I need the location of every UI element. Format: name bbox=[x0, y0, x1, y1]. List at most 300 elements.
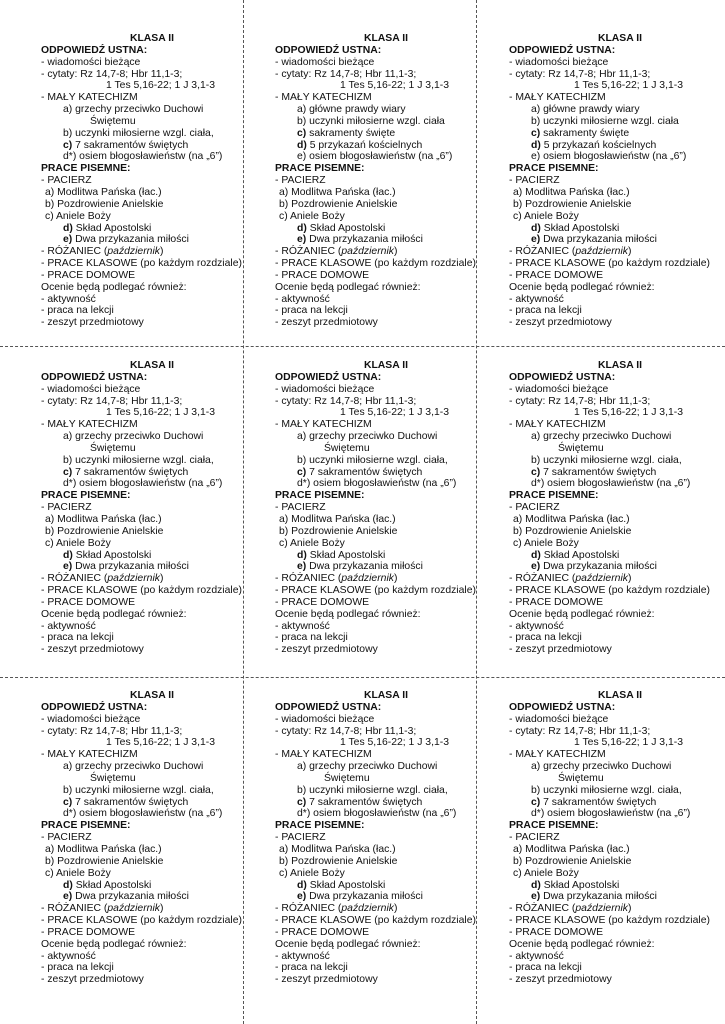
catechism-c bbox=[275, 797, 497, 809]
prayer-d-letter: d) bbox=[297, 549, 307, 561]
notebook-item: - zeszyt przedmiotowy bbox=[275, 644, 378, 656]
rosary-suffix: ) bbox=[159, 903, 164, 915]
prayer-d-text: Skład Apostolski bbox=[72, 222, 152, 234]
oral-quotes-line-2: 1 Tes 5,16-22; 1 J 3,1-3 bbox=[574, 407, 683, 419]
prayer-c: c) Aniele Boży bbox=[279, 537, 345, 549]
activity-item: - aktywność bbox=[275, 620, 330, 632]
catechism-d-letter: d) bbox=[531, 139, 541, 151]
homework-item: - PRACE DOMOWE bbox=[509, 926, 604, 938]
catechism-d: d*) osiem błogosławieństw (na „6”) bbox=[531, 808, 691, 820]
oral-quotes-line-2: 1 Tes 5,16-22; 1 J 3,1-3 bbox=[340, 737, 449, 749]
notebook-item: - zeszyt przedmiotowy bbox=[509, 974, 612, 986]
prayer-d-text: Skład Apostolski bbox=[306, 879, 386, 891]
catechism-a-cont: Świętemu bbox=[558, 442, 604, 454]
card-title: KLASA II bbox=[129, 33, 175, 44]
catechism-a-cont: Świętemu bbox=[90, 772, 136, 784]
oral-current-item: - wiadomości bieżące bbox=[509, 383, 609, 395]
written-heading: PRACE PISEMNE: bbox=[509, 820, 599, 832]
activity-item: - aktywność bbox=[41, 293, 96, 305]
lesson-work-item: - praca na lekcji bbox=[275, 962, 348, 974]
homework-item: - PRACE DOMOWE bbox=[41, 926, 136, 938]
card-title: KLASA II bbox=[363, 690, 409, 701]
rosary-month: październik bbox=[575, 903, 628, 915]
prayer-a: a) Modlitwa Pańska (łac.) bbox=[279, 186, 396, 198]
activity-item: - aktywność bbox=[41, 950, 96, 962]
prayer-a: a) Modlitwa Pańska (łac.) bbox=[45, 186, 162, 198]
oral-heading: ODPOWIEDŹ USTNA: bbox=[509, 701, 616, 713]
notebook-item: - zeszyt przedmiotowy bbox=[41, 317, 144, 329]
written-heading: PRACE PISEMNE: bbox=[275, 820, 365, 832]
prayer-item: - PACIERZ bbox=[509, 502, 560, 514]
rosary-item bbox=[275, 246, 497, 258]
oral-heading: ODPOWIEDŹ USTNA: bbox=[275, 44, 382, 56]
catechism-b: b) uczynki miłosierne wzgl. ciała, bbox=[297, 454, 448, 466]
lesson-work-item: - praca na lekcji bbox=[41, 305, 114, 317]
written-heading: PRACE PISEMNE: bbox=[41, 163, 131, 175]
activity-item: - aktywność bbox=[509, 293, 564, 305]
rosary-suffix: ) bbox=[627, 573, 632, 585]
catechism-c bbox=[275, 467, 497, 479]
prayer-d-text: Skład Apostolski bbox=[306, 549, 386, 561]
prayer-d-text: Skład Apostolski bbox=[540, 222, 620, 234]
catechism-c-letter: c) bbox=[297, 466, 307, 478]
class-tests-item: - PRACE KLASOWE (po każdym rozdziale) bbox=[509, 585, 710, 597]
prayer-e-letter: e) bbox=[297, 891, 307, 903]
activity-item: - aktywność bbox=[509, 950, 564, 962]
oral-quotes-line-1: - cytaty: Rz 14,7-8; Hbr 11,1-3; bbox=[41, 725, 183, 737]
catechism-a-cont: Świętemu bbox=[558, 772, 604, 784]
rosary-month: październik bbox=[575, 573, 628, 585]
homework-item: - PRACE DOMOWE bbox=[41, 596, 136, 608]
prayer-item: - PACIERZ bbox=[41, 502, 92, 514]
prayer-d-letter: d) bbox=[531, 879, 541, 891]
prayer-c: c) Aniele Boży bbox=[513, 867, 579, 879]
class-tests-item: - PRACE KLASOWE (po każdym rozdziale) bbox=[275, 915, 476, 927]
written-heading: PRACE PISEMNE: bbox=[41, 490, 131, 502]
rosary-item bbox=[509, 573, 725, 585]
prayer-e-letter: e) bbox=[63, 234, 73, 246]
rosary-suffix: ) bbox=[627, 246, 632, 258]
catechism-c-text: sakramenty święte bbox=[306, 127, 396, 139]
catechism-b: b) uczynki miłosierne wzgl. ciała, bbox=[63, 127, 214, 139]
rosary-item bbox=[41, 246, 263, 258]
prayer-d-text: Skład Apostolski bbox=[72, 879, 152, 891]
prayer-d bbox=[509, 880, 725, 892]
lesson-work-item: - praca na lekcji bbox=[41, 962, 114, 974]
homework-item: - PRACE DOMOWE bbox=[275, 269, 370, 281]
oral-heading: ODPOWIEDŹ USTNA: bbox=[41, 701, 148, 713]
oral-quotes-line-1: - cytaty: Rz 14,7-8; Hbr 11,1-3; bbox=[275, 68, 417, 80]
catechism-c-letter: c) bbox=[63, 466, 73, 478]
activity-item: - aktywność bbox=[275, 293, 330, 305]
prayer-d-text: Skład Apostolski bbox=[540, 879, 620, 891]
prayer-e bbox=[509, 561, 725, 573]
catechism-d: d*) osiem błogosławieństw (na „6”) bbox=[297, 808, 457, 820]
grading-card bbox=[41, 360, 263, 656]
prayer-e-letter: e) bbox=[531, 891, 541, 903]
catechism-c-letter: c) bbox=[531, 466, 541, 478]
prayer-a: a) Modlitwa Pańska (łac.) bbox=[513, 186, 630, 198]
catechism-a: a) główne prawdy wiary bbox=[531, 104, 640, 116]
class-tests-item: - PRACE KLASOWE (po każdym rozdziale) bbox=[275, 585, 476, 597]
catechism-e: e) osiem błogosławieństw (na „6”) bbox=[531, 151, 687, 163]
prayer-b: b) Pozdrowienie Anielskie bbox=[279, 198, 398, 210]
class-tests-item: - PRACE KLASOWE (po każdym rozdziale) bbox=[41, 915, 242, 927]
prayer-d-text: Skład Apostolski bbox=[540, 549, 620, 561]
catechism-item: - MAŁY KATECHIZM bbox=[41, 92, 138, 104]
oral-current-item: - wiadomości bieżące bbox=[509, 713, 609, 725]
prayer-d bbox=[41, 550, 263, 562]
prayer-e-letter: e) bbox=[63, 561, 73, 573]
prayer-e bbox=[275, 891, 497, 903]
prayer-item: - PACIERZ bbox=[41, 175, 92, 187]
prayer-e bbox=[275, 561, 497, 573]
lesson-work-item: - praca na lekcji bbox=[509, 632, 582, 644]
oral-current-item: - wiadomości bieżące bbox=[41, 383, 141, 395]
prayer-d-letter: d) bbox=[297, 222, 307, 234]
catechism-item: - MAŁY KATECHIZM bbox=[41, 749, 138, 761]
catechism-d bbox=[509, 140, 725, 152]
prayer-e-letter: e) bbox=[531, 234, 541, 246]
prayer-d bbox=[275, 880, 497, 892]
prayer-d bbox=[41, 880, 263, 892]
catechism-a: a) grzechy przeciwko Duchowi bbox=[63, 104, 204, 116]
grading-card bbox=[41, 690, 263, 986]
oral-current-item: - wiadomości bieżące bbox=[509, 56, 609, 68]
rosary-prefix: - RÓŻANIEC ( bbox=[509, 903, 576, 915]
homework-item: - PRACE DOMOWE bbox=[275, 926, 370, 938]
rosary-prefix: - RÓŻANIEC ( bbox=[41, 573, 108, 585]
catechism-a: a) grzechy przeciwko Duchowi bbox=[63, 431, 204, 443]
catechism-d: d*) osiem błogosławieństw (na „6”) bbox=[63, 808, 223, 820]
prayer-d bbox=[41, 223, 263, 235]
rosary-month: październik bbox=[341, 246, 394, 258]
written-heading: PRACE PISEMNE: bbox=[509, 490, 599, 502]
catechism-d: d*) osiem błogosławieństw (na „6”) bbox=[63, 478, 223, 490]
prayer-a: a) Modlitwa Pańska (łac.) bbox=[45, 513, 162, 525]
catechism-item: - MAŁY KATECHIZM bbox=[275, 419, 372, 431]
prayer-item: - PACIERZ bbox=[275, 175, 326, 187]
catechism-a: a) grzechy przeciwko Duchowi bbox=[531, 761, 672, 773]
prayer-b: b) Pozdrowienie Anielskie bbox=[45, 525, 164, 537]
homework-item: - PRACE DOMOWE bbox=[509, 269, 604, 281]
horizontal-cut-line-top bbox=[0, 346, 725, 347]
rosary-prefix: - RÓŻANIEC ( bbox=[275, 903, 342, 915]
rosary-month: październik bbox=[107, 903, 160, 915]
also-graded-heading: Ocenie będą podlegać również: bbox=[509, 608, 655, 620]
catechism-c-letter: c) bbox=[297, 796, 307, 808]
catechism-c-text: sakramenty święte bbox=[540, 127, 630, 139]
prayer-e-letter: e) bbox=[297, 234, 307, 246]
oral-heading: ODPOWIEDŹ USTNA: bbox=[41, 371, 148, 383]
class-tests-item: - PRACE KLASOWE (po każdym rozdziale) bbox=[41, 585, 242, 597]
prayer-c: c) Aniele Boży bbox=[45, 537, 111, 549]
notebook-item: - zeszyt przedmiotowy bbox=[509, 644, 612, 656]
oral-current-item: - wiadomości bieżące bbox=[275, 713, 375, 725]
catechism-c-text: 7 sakramentów świętych bbox=[540, 796, 657, 808]
prayer-c: c) Aniele Boży bbox=[279, 210, 345, 222]
oral-heading: ODPOWIEDŹ USTNA: bbox=[509, 44, 616, 56]
grading-card bbox=[509, 690, 725, 986]
prayer-e-text: Dwa przykazania miłości bbox=[540, 561, 657, 573]
catechism-a: a) grzechy przeciwko Duchowi bbox=[531, 431, 672, 443]
catechism-c-text: 7 sakramentów świętych bbox=[306, 796, 423, 808]
also-graded-heading: Ocenie będą podlegać również: bbox=[509, 938, 655, 950]
catechism-e: e) osiem błogosławieństw (na „6”) bbox=[297, 151, 453, 163]
catechism-c-letter: c) bbox=[531, 127, 541, 139]
prayer-e bbox=[41, 561, 263, 573]
prayer-e-text: Dwa przykazania miłości bbox=[306, 561, 423, 573]
notebook-item: - zeszyt przedmiotowy bbox=[41, 644, 144, 656]
prayer-b: b) Pozdrowienie Anielskie bbox=[513, 198, 632, 210]
card-title: KLASA II bbox=[129, 360, 175, 371]
also-graded-heading: Ocenie będą podlegać również: bbox=[41, 608, 187, 620]
prayer-item: - PACIERZ bbox=[509, 175, 560, 187]
oral-quotes-line-2: 1 Tes 5,16-22; 1 J 3,1-3 bbox=[106, 407, 215, 419]
prayer-e-text: Dwa przykazania miłości bbox=[72, 561, 189, 573]
rosary-month: październik bbox=[341, 573, 394, 585]
class-tests-item: - PRACE KLASOWE (po każdym rozdziale) bbox=[509, 258, 710, 270]
oral-quotes-line-1: - cytaty: Rz 14,7-8; Hbr 11,1-3; bbox=[275, 725, 417, 737]
catechism-c bbox=[275, 128, 497, 140]
homework-item: - PRACE DOMOWE bbox=[509, 596, 604, 608]
prayer-d-letter: d) bbox=[531, 222, 541, 234]
oral-heading: ODPOWIEDŹ USTNA: bbox=[275, 371, 382, 383]
also-graded-heading: Ocenie będą podlegać również: bbox=[509, 281, 655, 293]
rosary-item bbox=[41, 573, 263, 585]
catechism-d: d*) osiem błogosławieństw (na „6”) bbox=[63, 151, 223, 163]
catechism-c-letter: c) bbox=[63, 139, 73, 151]
prayer-d-letter: d) bbox=[63, 879, 73, 891]
oral-current-item: - wiadomości bieżące bbox=[41, 713, 141, 725]
oral-current-item: - wiadomości bieżące bbox=[275, 56, 375, 68]
rosary-item bbox=[509, 246, 725, 258]
catechism-c bbox=[509, 128, 725, 140]
horizontal-cut-line-bottom bbox=[0, 677, 725, 678]
prayer-e-text: Dwa przykazania miłości bbox=[72, 891, 189, 903]
catechism-c bbox=[41, 140, 263, 152]
prayer-b: b) Pozdrowienie Anielskie bbox=[45, 198, 164, 210]
grading-card bbox=[509, 33, 725, 329]
catechism-b: b) uczynki miłosierne wzgl. ciała bbox=[297, 115, 445, 127]
activity-item: - aktywność bbox=[41, 620, 96, 632]
oral-quotes-line-2: 1 Tes 5,16-22; 1 J 3,1-3 bbox=[106, 80, 215, 92]
prayer-d bbox=[509, 223, 725, 235]
also-graded-heading: Ocenie będą podlegać również: bbox=[275, 281, 421, 293]
prayer-e-text: Dwa przykazania miłości bbox=[72, 234, 189, 246]
also-graded-heading: Ocenie będą podlegać również: bbox=[275, 608, 421, 620]
catechism-d-text: 5 przykazań kościelnych bbox=[306, 139, 423, 151]
class-tests-item: - PRACE KLASOWE (po każdym rozdziale) bbox=[275, 258, 476, 270]
catechism-d: d*) osiem błogosławieństw (na „6”) bbox=[531, 478, 691, 490]
rosary-prefix: - RÓŻANIEC ( bbox=[275, 246, 342, 258]
also-graded-heading: Ocenie będą podlegać również: bbox=[41, 938, 187, 950]
prayer-e-text: Dwa przykazania miłości bbox=[306, 891, 423, 903]
catechism-b: b) uczynki miłosierne wzgl. ciała, bbox=[63, 454, 214, 466]
oral-quotes-line-2: 1 Tes 5,16-22; 1 J 3,1-3 bbox=[340, 407, 449, 419]
lesson-work-item: - praca na lekcji bbox=[275, 632, 348, 644]
catechism-c bbox=[509, 467, 725, 479]
prayer-e-letter: e) bbox=[297, 561, 307, 573]
prayer-e-text: Dwa przykazania miłości bbox=[540, 891, 657, 903]
prayer-e-text: Dwa przykazania miłości bbox=[540, 234, 657, 246]
prayer-d-letter: d) bbox=[531, 549, 541, 561]
oral-quotes-line-1: - cytaty: Rz 14,7-8; Hbr 11,1-3; bbox=[275, 395, 417, 407]
catechism-item: - MAŁY KATECHIZM bbox=[275, 92, 372, 104]
oral-quotes-line-2: 1 Tes 5,16-22; 1 J 3,1-3 bbox=[574, 737, 683, 749]
oral-quotes-line-2: 1 Tes 5,16-22; 1 J 3,1-3 bbox=[574, 80, 683, 92]
prayer-item: - PACIERZ bbox=[41, 832, 92, 844]
oral-heading: ODPOWIEDŹ USTNA: bbox=[41, 44, 148, 56]
catechism-a: a) grzechy przeciwko Duchowi bbox=[297, 431, 438, 443]
prayer-d-letter: d) bbox=[63, 549, 73, 561]
prayer-b: b) Pozdrowienie Anielskie bbox=[513, 525, 632, 537]
lesson-work-item: - praca na lekcji bbox=[509, 305, 582, 317]
oral-quotes-line-2: 1 Tes 5,16-22; 1 J 3,1-3 bbox=[106, 737, 215, 749]
catechism-a: a) główne prawdy wiary bbox=[297, 104, 406, 116]
prayer-a: a) Modlitwa Pańska (łac.) bbox=[279, 513, 396, 525]
also-graded-heading: Ocenie będą podlegać również: bbox=[41, 281, 187, 293]
catechism-a: a) grzechy przeciwko Duchowi bbox=[297, 761, 438, 773]
prayer-d bbox=[509, 550, 725, 562]
catechism-a: a) grzechy przeciwko Duchowi bbox=[63, 761, 204, 773]
card-title: KLASA II bbox=[363, 33, 409, 44]
prayer-e-letter: e) bbox=[531, 561, 541, 573]
grading-card bbox=[509, 360, 725, 656]
activity-item: - aktywność bbox=[509, 620, 564, 632]
catechism-c-text: 7 sakramentów świętych bbox=[72, 466, 189, 478]
lesson-work-item: - praca na lekcji bbox=[509, 962, 582, 974]
catechism-c-letter: c) bbox=[297, 127, 307, 139]
rosary-item bbox=[41, 903, 263, 915]
activity-item: - aktywność bbox=[275, 950, 330, 962]
catechism-item: - MAŁY KATECHIZM bbox=[41, 419, 138, 431]
oral-quotes-line-2: 1 Tes 5,16-22; 1 J 3,1-3 bbox=[340, 80, 449, 92]
notebook-item: - zeszyt przedmiotowy bbox=[275, 974, 378, 986]
card-title: KLASA II bbox=[597, 690, 643, 701]
prayer-a: a) Modlitwa Pańska (łac.) bbox=[45, 843, 162, 855]
prayer-e bbox=[509, 234, 725, 246]
catechism-d-letter: d) bbox=[297, 139, 307, 151]
rosary-prefix: - RÓŻANIEC ( bbox=[509, 573, 576, 585]
catechism-c-text: 7 sakramentów świętych bbox=[306, 466, 423, 478]
prayer-d-letter: d) bbox=[63, 222, 73, 234]
class-tests-item: - PRACE KLASOWE (po każdym rozdziale) bbox=[509, 915, 710, 927]
prayer-b: b) Pozdrowienie Anielskie bbox=[45, 855, 164, 867]
card-title: KLASA II bbox=[597, 360, 643, 371]
written-heading: PRACE PISEMNE: bbox=[275, 163, 365, 175]
written-heading: PRACE PISEMNE: bbox=[275, 490, 365, 502]
rosary-item bbox=[275, 903, 497, 915]
prayer-a: a) Modlitwa Pańska (łac.) bbox=[513, 843, 630, 855]
rosary-item bbox=[275, 573, 497, 585]
rosary-suffix: ) bbox=[393, 573, 398, 585]
prayer-e bbox=[41, 891, 263, 903]
catechism-d: d*) osiem błogosławieństw (na „6”) bbox=[297, 478, 457, 490]
catechism-c-text: 7 sakramentów świętych bbox=[72, 796, 189, 808]
homework-item: - PRACE DOMOWE bbox=[41, 269, 136, 281]
catechism-b: b) uczynki miłosierne wzgl. ciała, bbox=[63, 784, 214, 796]
card-title: KLASA II bbox=[597, 33, 643, 44]
notebook-item: - zeszyt przedmiotowy bbox=[509, 317, 612, 329]
grading-card bbox=[275, 360, 497, 656]
catechism-b: b) uczynki miłosierne wzgl. ciała bbox=[531, 115, 679, 127]
oral-quotes-line-1: - cytaty: Rz 14,7-8; Hbr 11,1-3; bbox=[509, 68, 651, 80]
homework-item: - PRACE DOMOWE bbox=[275, 596, 370, 608]
notebook-item: - zeszyt przedmiotowy bbox=[275, 317, 378, 329]
catechism-c-letter: c) bbox=[531, 796, 541, 808]
catechism-a-cont: Świętemu bbox=[324, 442, 370, 454]
grading-card bbox=[41, 33, 263, 329]
prayer-d-text: Skład Apostolski bbox=[72, 549, 152, 561]
oral-heading: ODPOWIEDŹ USTNA: bbox=[275, 701, 382, 713]
catechism-c bbox=[41, 797, 263, 809]
oral-quotes-line-1: - cytaty: Rz 14,7-8; Hbr 11,1-3; bbox=[509, 725, 651, 737]
rosary-suffix: ) bbox=[159, 573, 164, 585]
rosary-suffix: ) bbox=[627, 903, 632, 915]
lesson-work-item: - praca na lekcji bbox=[275, 305, 348, 317]
written-heading: PRACE PISEMNE: bbox=[41, 820, 131, 832]
oral-heading: ODPOWIEDŹ USTNA: bbox=[509, 371, 616, 383]
catechism-b: b) uczynki miłosierne wzgl. ciała, bbox=[531, 454, 682, 466]
prayer-d bbox=[275, 550, 497, 562]
rosary-month: październik bbox=[575, 246, 628, 258]
prayer-d bbox=[275, 223, 497, 235]
rosary-suffix: ) bbox=[393, 246, 398, 258]
rosary-month: październik bbox=[341, 903, 394, 915]
prayer-e bbox=[509, 891, 725, 903]
prayer-c: c) Aniele Boży bbox=[279, 867, 345, 879]
catechism-a-cont: Świętemu bbox=[90, 442, 136, 454]
oral-quotes-line-1: - cytaty: Rz 14,7-8; Hbr 11,1-3; bbox=[509, 395, 651, 407]
catechism-c bbox=[41, 467, 263, 479]
catechism-b: b) uczynki miłosierne wzgl. ciała, bbox=[297, 784, 448, 796]
written-heading: PRACE PISEMNE: bbox=[509, 163, 599, 175]
catechism-c-text: 7 sakramentów świętych bbox=[72, 139, 189, 151]
oral-current-item: - wiadomości bieżące bbox=[275, 383, 375, 395]
class-tests-item: - PRACE KLASOWE (po każdym rozdziale) bbox=[41, 258, 242, 270]
catechism-c bbox=[509, 797, 725, 809]
prayer-item: - PACIERZ bbox=[275, 832, 326, 844]
prayer-b: b) Pozdrowienie Anielskie bbox=[513, 855, 632, 867]
prayer-c: c) Aniele Boży bbox=[45, 210, 111, 222]
oral-quotes-line-1: - cytaty: Rz 14,7-8; Hbr 11,1-3; bbox=[41, 395, 183, 407]
rosary-item bbox=[509, 903, 725, 915]
catechism-c-text: 7 sakramentów świętych bbox=[540, 466, 657, 478]
rosary-prefix: - RÓŻANIEC ( bbox=[509, 246, 576, 258]
catechism-a-cont: Świętemu bbox=[90, 115, 136, 127]
prayer-a: a) Modlitwa Pańska (łac.) bbox=[279, 843, 396, 855]
rosary-month: październik bbox=[107, 573, 160, 585]
catechism-item: - MAŁY KATECHIZM bbox=[509, 749, 606, 761]
rosary-suffix: ) bbox=[159, 246, 164, 258]
catechism-d bbox=[275, 140, 497, 152]
prayer-item: - PACIERZ bbox=[509, 832, 560, 844]
rosary-month: październik bbox=[107, 246, 160, 258]
prayer-a: a) Modlitwa Pańska (łac.) bbox=[513, 513, 630, 525]
card-title: KLASA II bbox=[129, 690, 175, 701]
prayer-d-letter: d) bbox=[297, 879, 307, 891]
prayer-d-text: Skład Apostolski bbox=[306, 222, 386, 234]
rosary-prefix: - RÓŻANIEC ( bbox=[275, 573, 342, 585]
catechism-item: - MAŁY KATECHIZM bbox=[275, 749, 372, 761]
oral-quotes-line-1: - cytaty: Rz 14,7-8; Hbr 11,1-3; bbox=[41, 68, 183, 80]
prayer-e-text: Dwa przykazania miłości bbox=[306, 234, 423, 246]
catechism-item: - MAŁY KATECHIZM bbox=[509, 419, 606, 431]
card-title: KLASA II bbox=[363, 360, 409, 371]
oral-current-item: - wiadomości bieżące bbox=[41, 56, 141, 68]
grading-card bbox=[275, 33, 497, 329]
